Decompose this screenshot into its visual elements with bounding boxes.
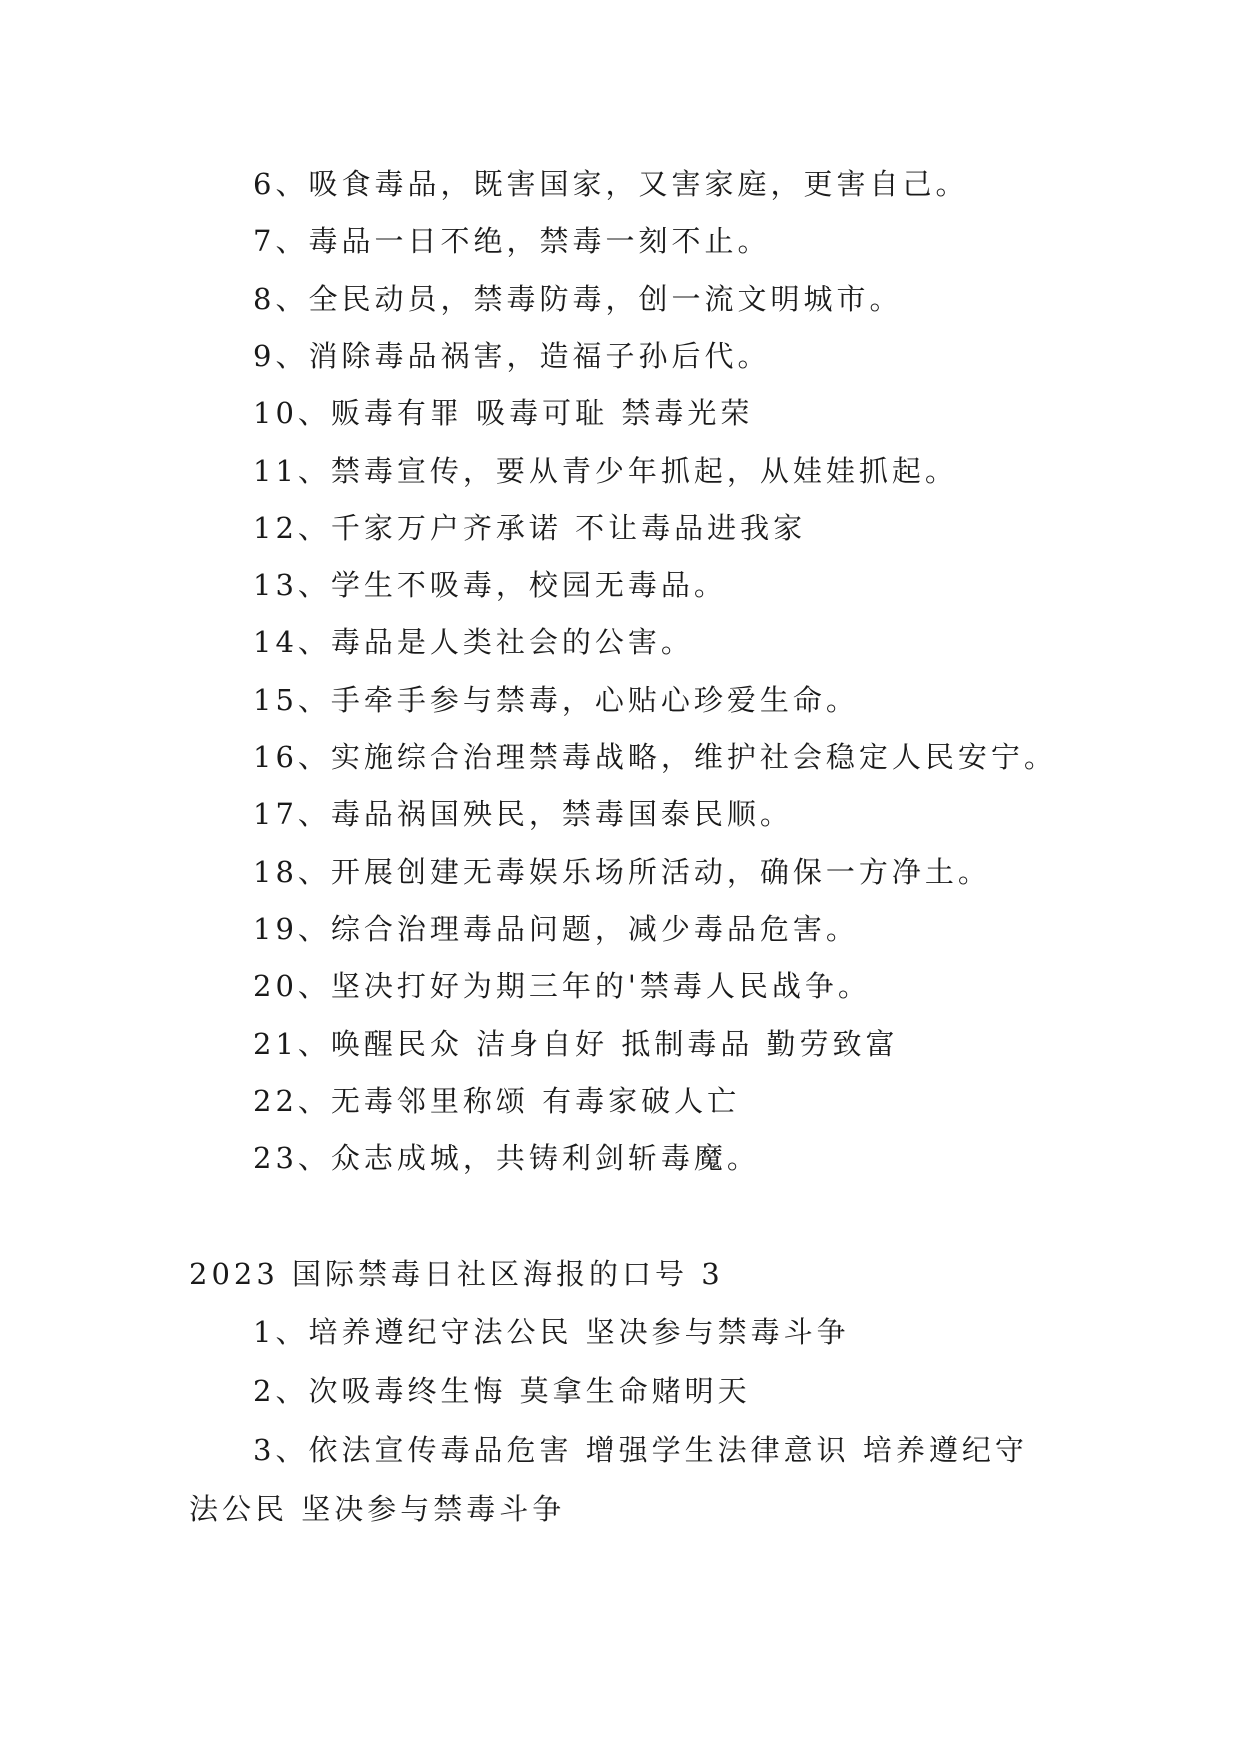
list-item-continuation: 法公民 坚决参与禁毒斗争 bbox=[189, 1492, 566, 1526]
list-item: 6、吸食毒品，既害国家，又害家庭，更害自己。 bbox=[253, 167, 969, 201]
list-item: 14、毒品是人类社会的公害。 bbox=[253, 625, 694, 659]
list-item: 8、全民动员，禁毒防毒，创一流文明城市。 bbox=[253, 282, 903, 316]
list-item: 11、禁毒宣传，要从青少年抓起，从娃娃抓起。 bbox=[253, 454, 958, 488]
list-item: 3、依法宣传毒品危害 增强学生法律意识 培养遵纪守 bbox=[253, 1433, 1028, 1467]
list-item: 7、毒品一日不绝，禁毒一刻不止。 bbox=[253, 224, 771, 258]
list-item: 16、实施综合治理禁毒战略，维护社会稳定人民安宁。 bbox=[253, 740, 1057, 774]
list-item: 1、培养遵纪守法公民 坚决参与禁毒斗争 bbox=[253, 1315, 850, 1349]
list-item: 2、次吸毒终生悔 莫拿生命赌明天 bbox=[253, 1374, 751, 1408]
list-item: 10、贩毒有罪 吸毒可耻 禁毒光荣 bbox=[253, 396, 754, 430]
list-item: 19、综合治理毒品问题，减少毒品危害。 bbox=[253, 912, 859, 946]
list-item: 12、千家万户齐承诺 不让毒品进我家 bbox=[253, 511, 807, 545]
list-item: 22、无毒邻里称颂 有毒家破人亡 bbox=[253, 1084, 741, 1118]
list-item: 17、毒品祸国殃民，禁毒国泰民顺。 bbox=[253, 797, 793, 831]
section-heading: 2023 国际禁毒日社区海报的口号 3 bbox=[189, 1257, 724, 1291]
list-item: 18、开展创建无毒娱乐场所活动，确保一方净土。 bbox=[253, 855, 991, 889]
list-item: 13、学生不吸毒，校园无毒品。 bbox=[253, 568, 727, 602]
list-item: 21、唤醒民众 洁身自好 抵制毒品 勤劳致富 bbox=[253, 1027, 899, 1061]
list-item: 20、坚决打好为期三年的'禁毒人民战争。 bbox=[253, 969, 871, 1003]
list-item: 15、手牵手参与禁毒，心贴心珍爱生命。 bbox=[253, 683, 859, 717]
list-item: 23、众志成城，共铸利剑斩毒魔。 bbox=[253, 1141, 760, 1175]
list-item: 9、消除毒品祸害，造福子孙后代。 bbox=[253, 339, 771, 373]
